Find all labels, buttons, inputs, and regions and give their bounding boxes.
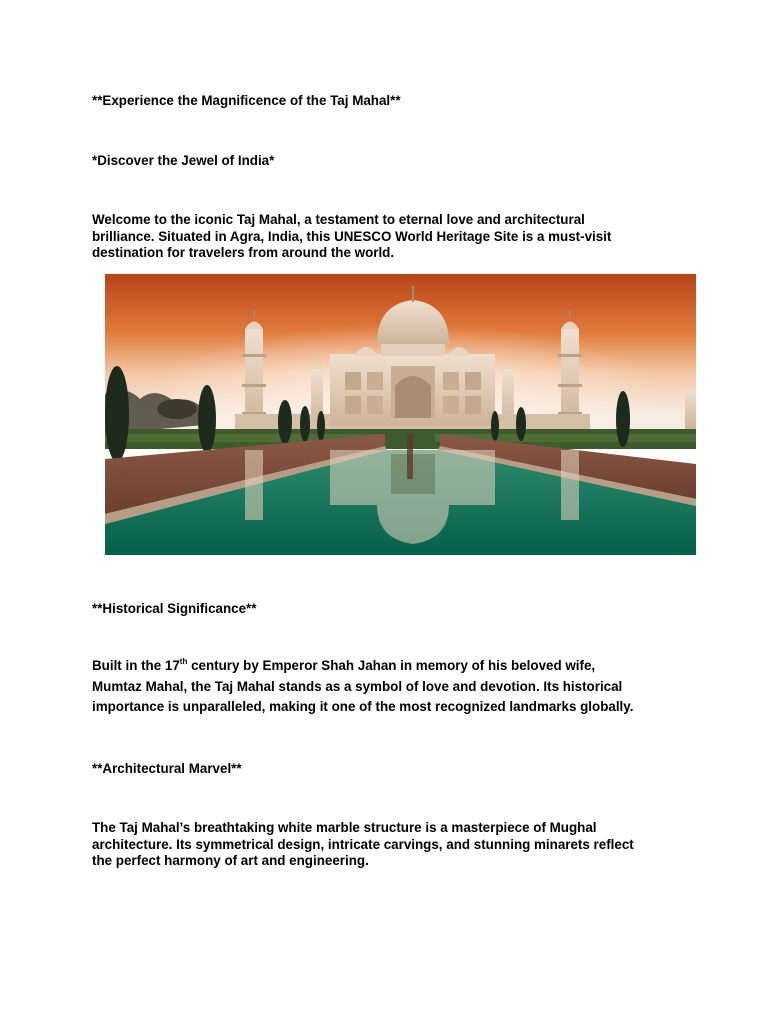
historical-line-1-sup: th: [179, 657, 188, 666]
historical-line-3: importance is unparalleled, making it one of the most recognized landmarks globally.: [92, 699, 634, 714]
architectural-line-3: the perfect harmony of art and engineering.: [92, 853, 369, 868]
heading-architectural: **Architectural Marvel**: [92, 761, 242, 776]
intro-line-3: destination for travelers from around the world.: [92, 245, 395, 260]
historical-paragraph: [92, 656, 633, 718]
heading-historical: **Historical Significance**: [92, 601, 257, 616]
architectural-line-1: The Taj Mahal’s breathtaking white marble structure is a masterpiece of Mughal: [92, 820, 597, 835]
intro-line-2: brilliance. Situated in Agra, India, this UNESCO World Heritage Site is a must-visit: [92, 228, 612, 244]
architectural-line-2: architecture. Its symmetrical design, intricate carvings, and stunning minarets reflect: [92, 836, 634, 852]
intro-paragraph: [92, 212, 611, 262]
taj-mahal-photo: [105, 274, 696, 555]
historical-line-1-pre: Built in the 17: [92, 658, 180, 673]
historical-line-1: [92, 656, 633, 677]
architectural-paragraph: [92, 820, 634, 870]
heading-main: **Experience the Magnificence of the Taj Mahal**: [92, 93, 401, 108]
historical-line-1-post: century by Emperor Shah Jahan in memory of his beloved wife,: [187, 658, 596, 673]
historical-line-2: Mumtaz Mahal, the Taj Mahal stands as a symbol of love and devotion. Its historical: [92, 678, 623, 694]
heading-sub: *Discover the Jewel of India*: [92, 153, 275, 168]
intro-line-1: Welcome to the iconic Taj Mahal, a testament to eternal love and architectural: [92, 212, 585, 227]
